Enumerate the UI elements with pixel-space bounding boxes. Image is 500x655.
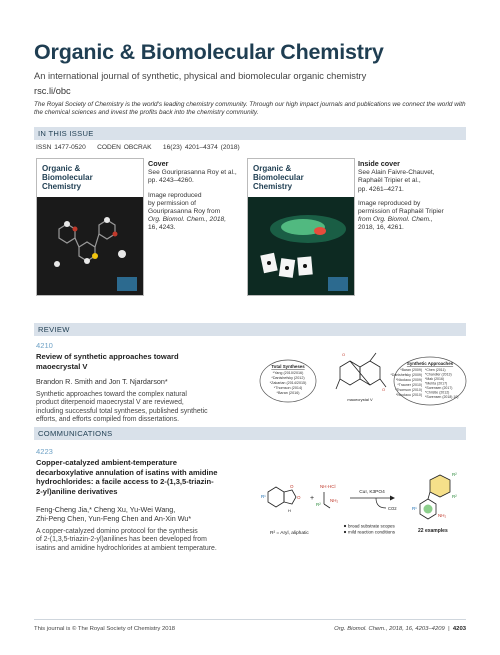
page-number: 4203 [452,626,466,632]
inside-cover-credit: permission of Raphaël Tripier [358,208,444,216]
inside-cover-see: See Alain Faivre-Chauvet, [358,169,435,177]
footer-citation [334,626,466,632]
footer-separator: | [448,626,450,632]
svg-text:R²: R² [316,502,321,507]
review-page-number[interactable]: 4210 [36,341,53,350]
cover-credit: 16, 4243. [148,224,176,232]
communication-title-line: decarboxylative annulation of isatins with amidine [36,467,218,477]
abstract-line: of 2-(1,3,5-triazin-2-yl)anilines has been developed from [36,536,207,544]
svg-text:*Chen (2011): *Chen (2011) [425,368,446,372]
svg-text:*Thomson (2010): *Thomson (2010) [394,388,422,392]
svg-text:R²: R² [452,472,457,477]
journal-subtitle: An international journal of synthetic, physical and biomolecular organic chemistry [34,71,367,81]
svg-text:R¹: R¹ [261,494,266,499]
svg-text:O: O [297,495,301,500]
communication-page-number[interactable]: 4223 [36,447,53,456]
coden: CODEN OBCRAK [97,144,152,151]
inside-cover-description [358,160,468,233]
section-bar-in-this-issue [34,127,466,140]
svg-text:Biomolecular: Biomolecular [253,173,304,182]
footer-copyright: This journal is © The Royal Society of Chemistry 2018 [34,626,176,632]
cover-credit: by permission of [148,199,197,207]
svg-text:H: H [288,508,291,513]
cover-see: See Gouriprasanna Roy et al., [148,169,237,177]
svg-text:Chemistry: Chemistry [42,182,82,191]
abstract-line: A copper-catalyzed domino protocol for the synthesis [36,528,198,535]
authors-line: Zhi-Peng Chen, Yun-Feng Chen and An-Xin Wu* [36,514,192,523]
svg-text:+: + [310,495,315,502]
section-bar-communications [34,427,466,440]
svg-text:*Trauner (2010): *Trauner (2010) [397,383,422,387]
abstract-line: Synthetic approaches toward the complex natural [36,391,187,398]
svg-text:*Danishefsky (2009): *Danishefsky (2009) [390,373,422,377]
citation-text: Org. Biomol. Chem., 2018, 16, 4203–4209 [334,626,445,632]
svg-text:Organic &: Organic & [253,164,292,173]
svg-text:*Zakarian (2014/2015): *Zakarian (2014/2015) [269,381,307,385]
inside-cover-thumbnail[interactable] [247,158,355,296]
section-heading: REVIEW [38,325,70,334]
issn-line [36,144,240,151]
svg-text:Biomolecular: Biomolecular [42,173,93,182]
svg-text:O: O [290,484,294,489]
svg-text:NH·HCl: NH·HCl [320,484,336,489]
svg-text:O: O [382,387,386,392]
review-title-line: Review of synthetic approaches toward [36,352,179,361]
abstract-line: efforts, and efforts compiled from dissertations. [36,416,179,424]
svg-text:*Nicolaou (2010): *Nicolaou (2010) [395,393,422,397]
svg-text:*Baran (2016): *Baran (2016) [276,391,300,395]
communication-title[interactable] [36,458,217,496]
section-heading: COMMUNICATIONS [38,429,113,438]
svg-text:Organic &: Organic & [42,164,81,173]
maoecrystal-structure [336,353,386,389]
communication-title-line: Copper-catalyzed ambient-temperature [36,458,177,467]
svg-text:NH₂: NH₂ [330,498,339,503]
svg-text:22 examples: 22 examples [418,528,448,534]
review-abstract [36,391,208,425]
section-heading: IN THIS ISSUE [38,129,94,138]
journal-url[interactable]: rsc.li/obc [34,86,71,96]
communication-graphical-abstract [258,462,468,542]
cover-image [37,159,144,296]
svg-text:*Chandler (2013): *Chandler (2013) [425,372,452,377]
svg-text:Total Syntheses: Total Syntheses [271,364,305,369]
inside-cover-heading: Inside cover [358,159,400,168]
cover-credit: Org. Biomol. Chem., 2018, [148,216,227,224]
cover-description [148,160,240,233]
svg-text:*Thomson (2014): *Thomson (2014) [273,386,303,390]
cover-credit: Gouriprasanna Roy from [148,208,221,216]
abstract-line: including successful total syntheses, published synthetic [36,407,208,415]
svg-text:*Nicolaou (2009): *Nicolaou (2009) [395,378,422,382]
inside-cover-credit: from Org. Biomol. Chem., [358,216,433,224]
authors-line: Feng-Cheng Jia,* Cheng Xu, Yu-Wei Wang, [36,505,176,514]
issn: ISSN 1477-0520 [36,144,86,151]
rsc-blurb: The Royal Society of Chemistry is the world's leading chemistry community. Through our high impact journals and publications we connect the world with the chemical sciences and invest the profits back into the chemistry community. [34,101,466,117]
svg-text:Synthetic Approaches: Synthetic Approaches [406,361,454,366]
section-bar-review [34,323,466,336]
review-title-line: maoecrystal V [36,361,88,371]
svg-text:*Baran (2009): *Baran (2009) [400,368,422,372]
cover-credit: Image reproduced [148,191,202,199]
svg-text:CuI, K3PO4: CuI, K3PO4 [359,490,385,495]
volume-info: 16(23) 4201–4374 (2018) [162,144,240,151]
journal-title: Organic & Biomolecular Chemistry [34,40,384,64]
svg-text:R² = Aryl, aliphatic: R² = Aryl, aliphatic [270,531,309,536]
svg-text:NH₂: NH₂ [438,513,447,518]
svg-text:*Yang (2010/2016): *Yang (2010/2016) [272,371,304,375]
inside-cover-see: Raphaël Tripier et al., [358,177,421,185]
abstract-line: isatins and amidine hydrochlorides at ambient temperature. [36,544,217,552]
svg-text:O: O [342,352,346,357]
isatin-structure [268,487,296,507]
svg-text:*Sorensen (2018) 10): *Sorensen (2018) 10) [425,395,459,399]
svg-text:mild reaction conditions: mild reaction conditions [348,529,396,535]
review-title[interactable] [36,352,179,371]
inside-cover-credit: 2018, 16, 4261. [358,224,404,232]
communication-title-line: 2-yl)aniline derivatives [36,486,118,496]
svg-text:*Mehta (2017): *Mehta (2017) [425,381,448,386]
svg-text:R¹: R¹ [412,506,417,511]
abstract-line: product diterpenoid maoecrystal V are reviewed, [36,399,184,407]
svg-text:*Danishefsky (2012): *Danishefsky (2012) [271,376,305,380]
svg-text:broad substrate scopes: broad substrate scopes [348,523,395,529]
svg-text:R²: R² [452,494,457,499]
svg-text:*Christie (2012): *Christie (2012) [425,390,450,395]
communication-abstract [36,528,217,553]
cover-thumbnail[interactable] [36,158,144,296]
communication-authors [36,505,191,523]
cover-pages: pp. 4243–4260. [148,177,194,185]
inside-cover-credit: Image reproduced by [358,199,421,207]
cover-heading: Cover [148,159,169,168]
review-authors: Brandon R. Smith and Jon T. Njardarson* [36,377,168,386]
review-graphical-abstract [258,345,468,415]
svg-text:*Sorensen (2017): *Sorensen (2017) [425,386,453,390]
inside-cover-pages: pp. 4261–4271. [358,185,404,193]
inside-cover-image [248,159,355,296]
footer-divider [34,619,466,620]
svg-text:CO2: CO2 [388,506,397,511]
svg-text:*Mak (2016): *Mak (2016) [425,377,445,381]
svg-text:maoecrystal V: maoecrystal V [347,397,373,402]
communication-title-line: hydrochlorides: a facile access to 2-(1,3,5-triazin- [36,477,214,487]
svg-text:Chemistry: Chemistry [253,182,293,191]
